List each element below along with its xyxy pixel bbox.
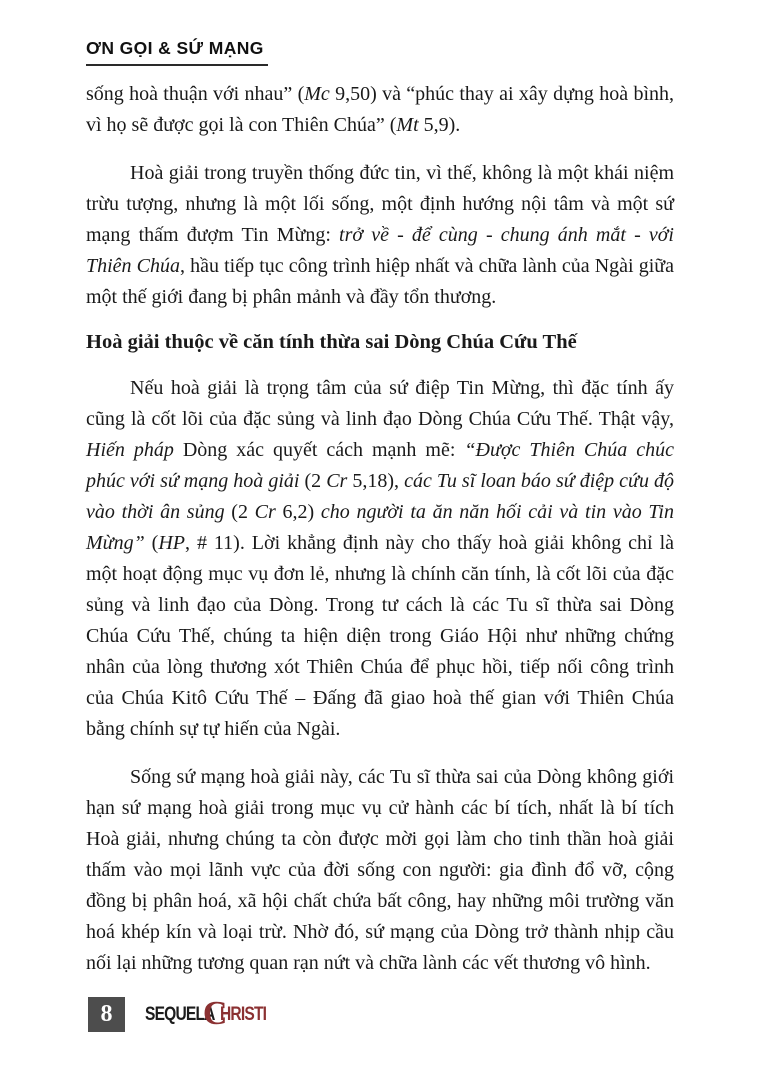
italic-text-run: cho người ta ăn năn hối cải và tin vào Tin Mừng”: [86, 501, 674, 554]
text-run: , hầu tiếp tục công trình hiệp nhất và chữa lành của Ngài giữa một thế giới đang bị phân mảnh và đầy tổn thương.: [86, 255, 674, 308]
italic-text-run: trở về - để cùng - chung ánh mắt - với Thiên Chúa: [86, 224, 674, 277]
section-heading: Hoà giải thuộc về căn tính thừa sai Dòng Chúa Cứu Thế: [86, 331, 577, 353]
running-header: ƠN GỌI & SỨ MẠNG: [86, 38, 268, 66]
page-number-badge: 8: [88, 997, 125, 1032]
body-text: [86, 79, 674, 979]
text-run: (2: [224, 501, 255, 523]
text-run: sống hoà thuận với nhau” (: [86, 83, 305, 105]
italic-text-run: các Tu sĩ loan báo sứ điệp cứu độ vào thời ân sủng: [86, 470, 674, 523]
text-run: 5,9).: [418, 114, 461, 136]
paragraph: [86, 762, 674, 979]
italic-text-run: HP: [158, 532, 185, 554]
italic-text-run: Cr: [326, 470, 348, 492]
text-run: Hoà giải trong truyền thống đức tin, vì thế, không là một khái niệm trừu tượng, nhưng là một lối sống, một định hướng nội tâm và một sứ mạng thấm đượm Tin Mừng:: [86, 162, 674, 246]
text-run: Sống sứ mạng hoà giải này, các Tu sĩ thừa sai của Dòng không giới hạn sứ mạng hoà giải trong mục vụ cử hành các bí tích, nhất là bí tích Hoà giải, nhưng chúng ta còn được mời gọi làm cho tinh thần hoà giải thấm vào mọi lãnh vực của đời sống con người: gia đình đổ vỡ, cộng đồng bị phân hoá, xã hội chất chứa bất công, hay những môi trường văn hoá khép kín và loại trừ. Nhờ đó, sứ mạng của Dòng trở thành nhịp cầu nối lại những tương quan rạn nứt và chữa lành các vết thương vô hình.: [86, 766, 674, 974]
paragraph: [86, 79, 674, 141]
logo-text-hristi: HRISTI: [220, 1003, 267, 1025]
italic-text-run: Hiến pháp: [86, 439, 174, 461]
text-run: Dòng xác quyết cách mạnh mẽ:: [173, 439, 465, 461]
text-run: 5,18),: [347, 470, 405, 492]
logo-text-sequela: SEQUELA: [145, 1003, 215, 1025]
paragraph: [86, 158, 674, 313]
text-run: (: [144, 532, 159, 554]
italic-text-run: Mt: [396, 114, 419, 136]
text-run: 6,2): [275, 501, 321, 523]
text-run: (2: [299, 470, 327, 492]
page-footer: [88, 994, 277, 1032]
italic-text-run: Cr: [254, 501, 276, 523]
text-run: , # 11). Lời khẳng định này cho thấy hoà giải không chỉ là một hoạt động mục vụ đơn lẻ, nhưng là chính căn tính, là cốt lõi của đặc sủng và linh đạo của Dòng. Trong tư cách là các Tu sĩ thừa sai Dòng Chúa Cứu Thế, chúng ta hiện diện trong Giáo Hội như những chứng nhân của lòng thương xót Thiên Chúa để phục hồi, tiếp nối công trình của Chúa Kitô Cứu Thế – Đấng đã giao hoà thế gian với Thiên Chúa bằng chính sự tự hiến của Ngài.: [86, 532, 674, 740]
text-run: Nếu hoà giải là trọng tâm của sứ điệp Tin Mừng, thì đặc tính ấy cũng là cốt lõi của đặc sủng và linh đạo Dòng Chúa Cứu Thế. Thật vậy,: [86, 377, 674, 430]
sequela-christi-logo: SEQUELA C HRISTI: [145, 994, 267, 1032]
paragraph: [86, 373, 674, 745]
text-run: 9,50) và “phúc thay ai xây dựng hoà bình, vì họ sẽ được gọi là con Thiên Chúa” (: [86, 83, 674, 136]
italic-text-run: “Được Thiên Chúa chúc phúc với sứ mạng hoà giải: [86, 439, 674, 492]
italic-text-run: Mc: [304, 83, 330, 105]
